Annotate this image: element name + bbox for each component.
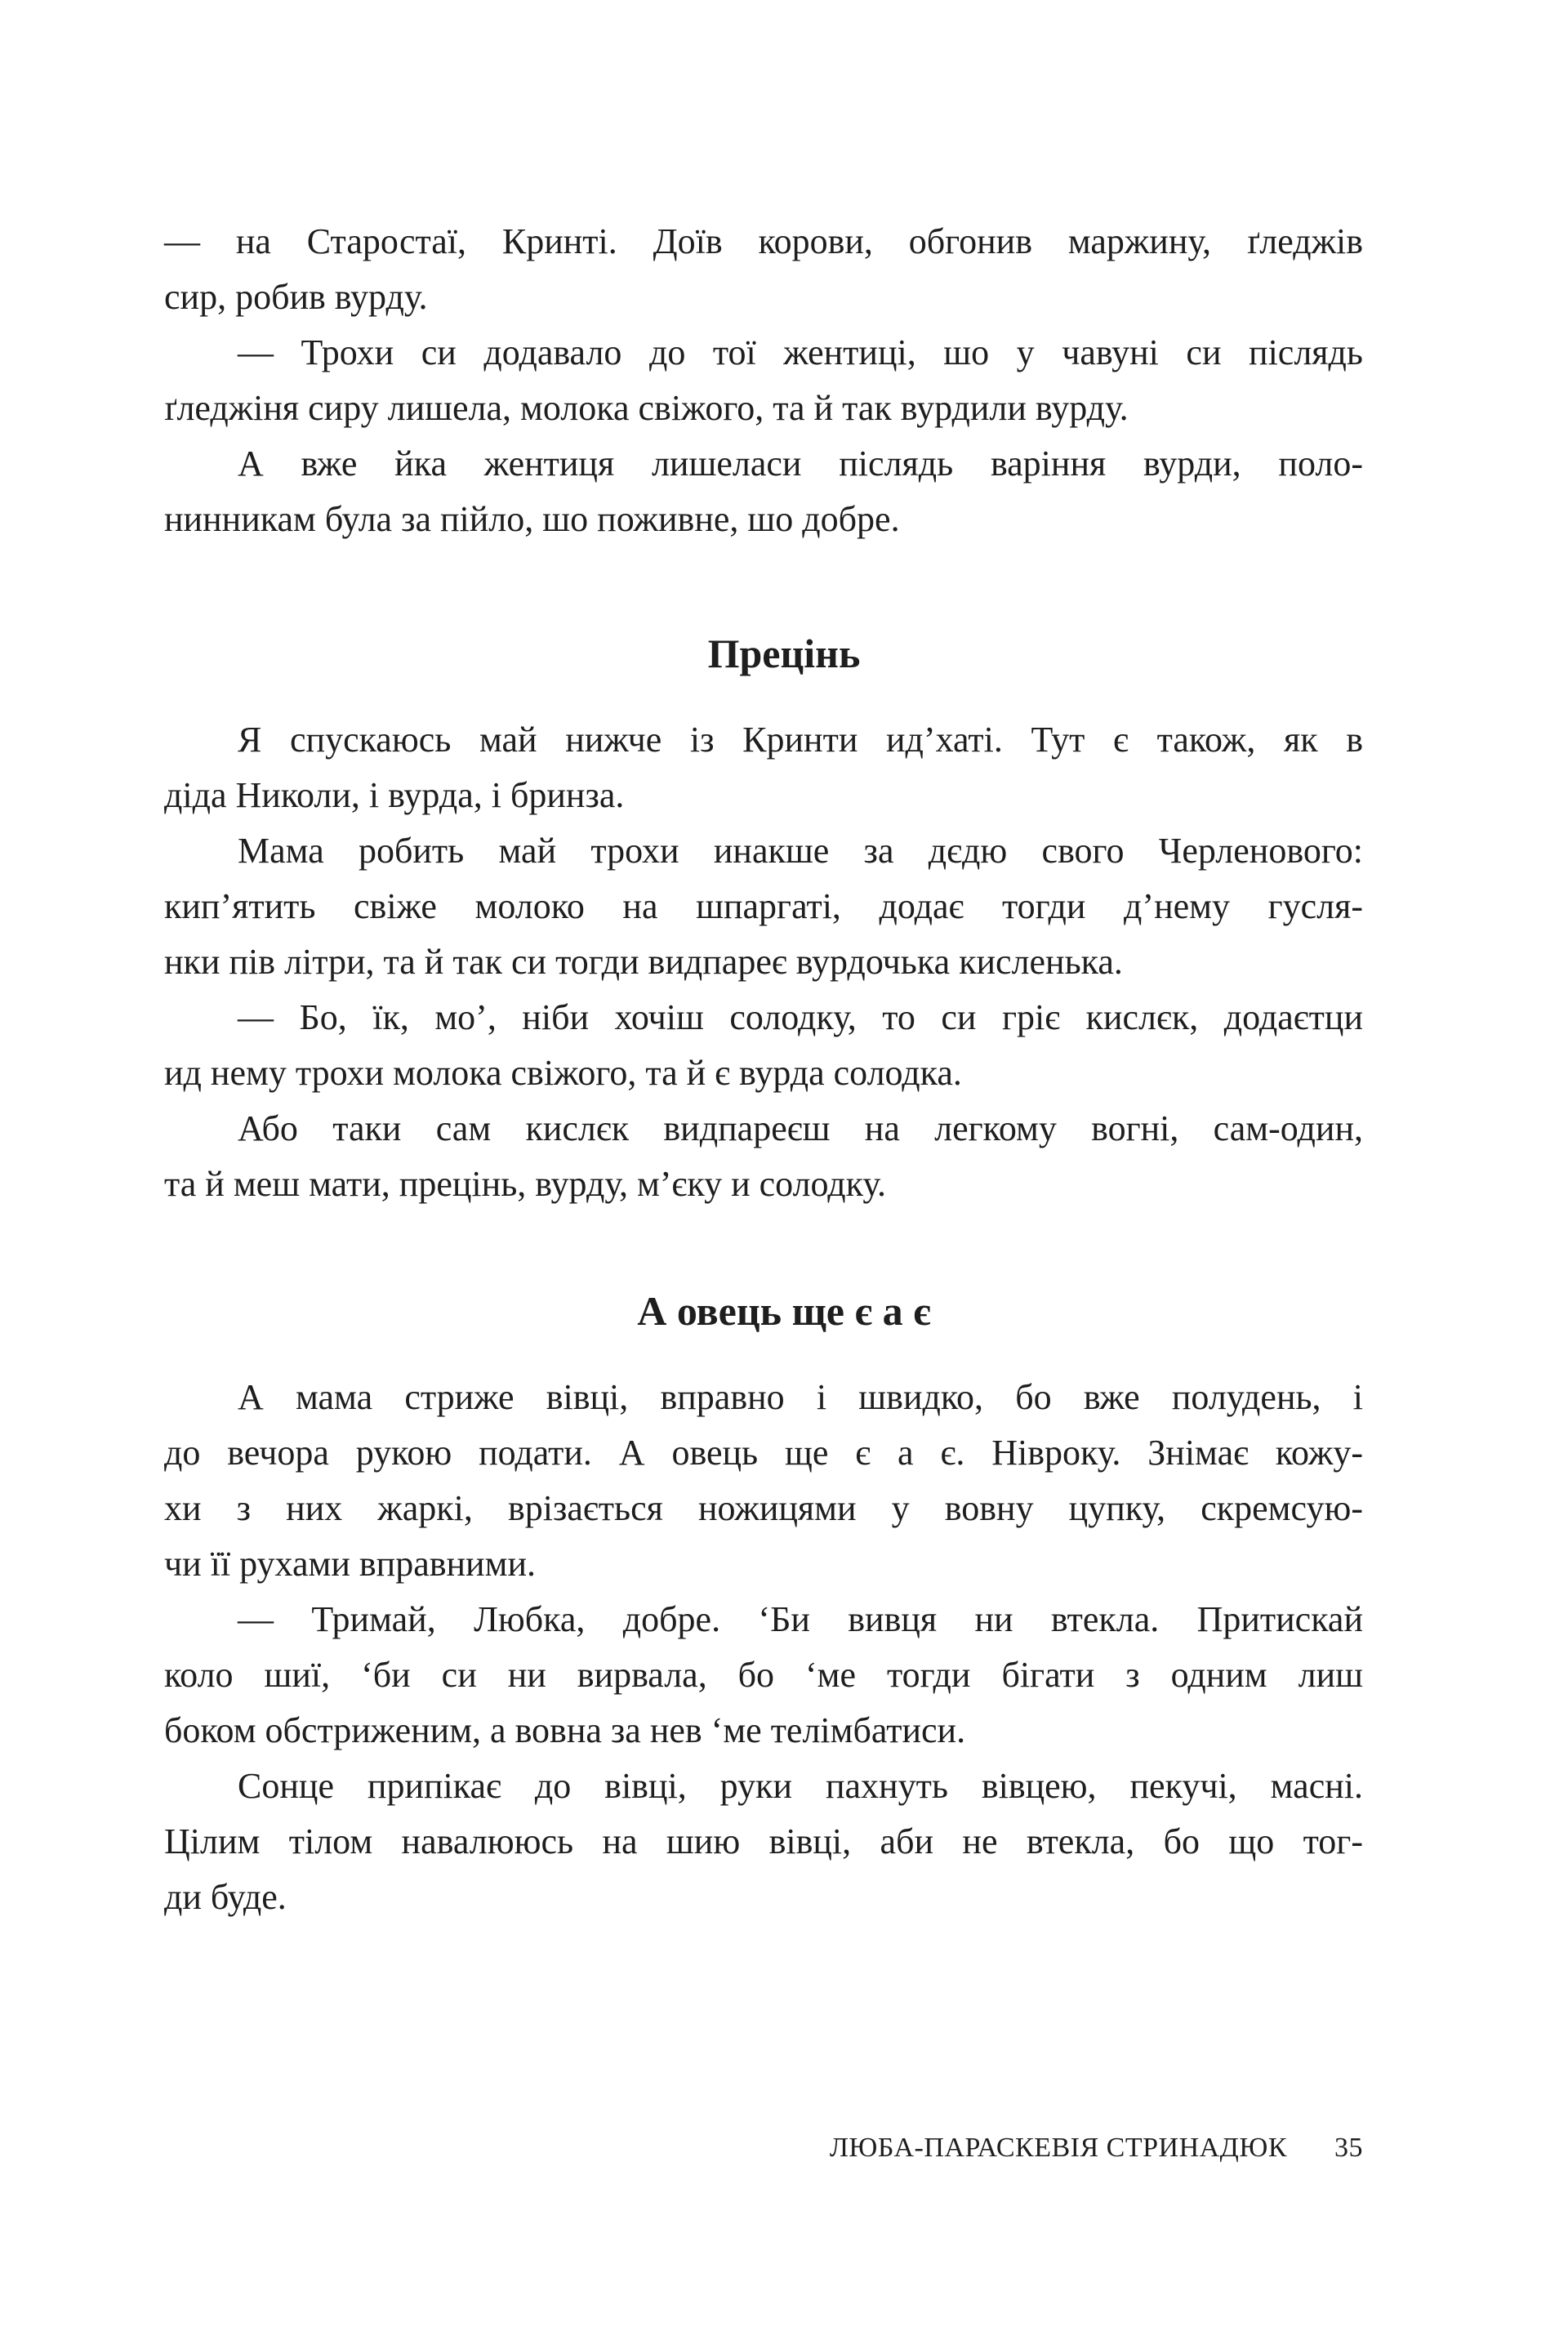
paragraph-line: Цілим тілом навалююсь на шию вівці, аби не втекла, бо що тог- [164, 1821, 1363, 1861]
paragraph-line: нки пів літри, та й так си тогди видпареє вурдочька кисленька. [164, 942, 1123, 982]
section-heading-precin: Прецінь [707, 631, 861, 676]
paragraph-line: А вже йка жентиця лишеласи післядь варіння вурди, поло- [238, 444, 1363, 484]
page-number: 35 [1334, 2133, 1363, 2163]
paragraph-line: Я спускаюсь май нижче із Кринти ид’хаті. Тут є також, як в [238, 720, 1363, 760]
text-block-ovets [164, 1370, 1363, 1925]
text-block-intro [164, 214, 1363, 547]
paragraph-line: сир, робив вурду. [164, 277, 428, 317]
paragraph-line: та й меш мати, прецінь, вурду, м’єку и солодку. [164, 1164, 886, 1204]
paragraph-line: Або таки сам кислєк видпареєш на легкому вогні, сам-один, [238, 1108, 1363, 1148]
paragraph-line: хи з них жаркі, врізається ножицями у вовну цупку, скремсую- [164, 1488, 1363, 1528]
paragraph-line: ди буде. [164, 1877, 287, 1917]
paragraph-line: — Бо, їк, мо’, ніби хочіш солодку, то си гріє кислєк, додаєтци [238, 997, 1363, 1037]
paragraph-line: — Трохи си додавало до тої жентиці, шо у чавуні си післядь [238, 332, 1363, 372]
section-heading-ovets: А овець ще є а є [637, 1288, 931, 1334]
paragraph-line: боком обстриженим, а вовна за нев ‘ме телімбатиси. [164, 1710, 966, 1750]
paragraph-line: ґледжіня сиру лишела, молока свіжого, та й так вурдили вурду. [164, 388, 1129, 428]
page-footer [830, 2128, 1363, 2169]
paragraph-line: діда Николи, і вурда, і бринза. [164, 775, 625, 815]
paragraph-line: коло шиї, ‘би си ни вирвала, бо ‘ме тогди бігати з одним лиш [164, 1655, 1363, 1695]
paragraph-line: — Тримай, Любка, добре. ‘Би вивця ни втекла. Притискай [238, 1599, 1363, 1639]
paragraph-line: нинникам була за пійло, шо поживне, шо добре. [164, 499, 900, 539]
paragraph-line: кип’ятить свіже молоко на шпаргаті, додає тогди д’нему гусля- [164, 886, 1363, 926]
paragraph-line: чи її рухами вправними. [164, 1544, 536, 1584]
paragraph-line: Сонце припікає до вівці, руки пахнуть вівцею, пекучі, масні. [238, 1766, 1363, 1806]
paragraph-line: А мама стриже вівці, вправно і швидко, бо вже полудень, і [238, 1377, 1363, 1417]
paragraph-line: Мама робить май трохи инакше за дєдю свого Черленового: [238, 831, 1363, 871]
paragraph-line: ид нему трохи молока свіжого, та й є вурда солодка. [164, 1053, 962, 1093]
text-block-precin [164, 712, 1363, 1212]
running-footer-author: ЛЮБА-ПАРАСКЕВІЯ СТРИНАДЮК [829, 2133, 1287, 2163]
paragraph-line: до вечора рукою подати. А овець ще є а є. Нівроку. Знімає кожу- [164, 1433, 1363, 1473]
paragraph-line: — на Старостаї, Кринті. Доїв корови, обгонив маржину, ґледжів [164, 221, 1363, 261]
